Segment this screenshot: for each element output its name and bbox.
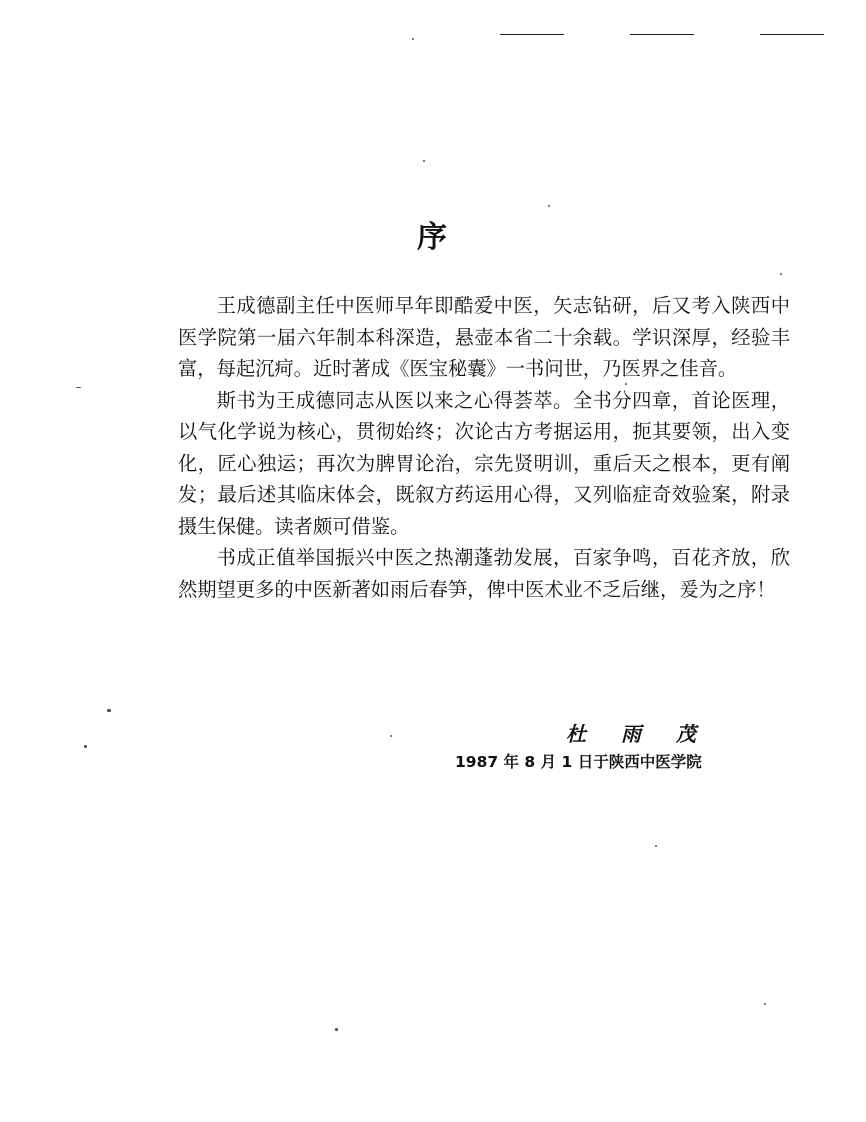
author-signature: 杜 雨 茂 [566,722,710,746]
preface-body [178,290,790,605]
preface-title: 序 [417,220,449,255]
scan-speck [107,709,111,712]
paragraph-2: 斯书为王成德同志从医以来之心得荟萃。全书分四章，首论医理，以气化学说为核心，贯彻始终；次论古方考据运用，扼其要领，出入变化，匠心独运；再次为脾胃论治，宗先贤明训，重后天之根本，更有阐发；最后述其临床体会，既叙方药运用心得，又列临症奇效验案，附录摄生保健。读者颇可借鉴。 [178,388,790,538]
scan-speck [625,383,627,385]
scan-speck [548,205,550,207]
header-rule [500,34,564,35]
scan-speck [76,387,81,388]
paragraph-3: 书成正值举国振兴中医之热潮蓬勃发展，百家争鸣，百花齐放，欣然期望更多的中医新著如雨后春笋，俾中医术业不乏后继，爰为之序！ [178,546,790,601]
scan-speck [412,38,414,40]
scan-speck [780,273,782,275]
scan-speck [84,745,87,748]
paragraph-1: 王成德副主任中医师早年即酷爱中医，矢志钻研，后又考入陕西中医学院第一届六年制本科深造，悬壶本省二十余载。学识深厚，经验丰富，每起沉疴。近时著成《医宝秘囊》一书问世，乃医界之佳音。 [178,294,790,380]
scan-speck [390,735,392,737]
scan-speck [335,1028,338,1031]
scan-speck [655,845,657,847]
date-place-line: 1987 年 8 月 1 日于陕西中医学院 [455,753,702,771]
header-rule [760,34,824,35]
scan-speck [764,1003,766,1005]
scan-speck [423,160,425,162]
header-rule [630,34,694,35]
